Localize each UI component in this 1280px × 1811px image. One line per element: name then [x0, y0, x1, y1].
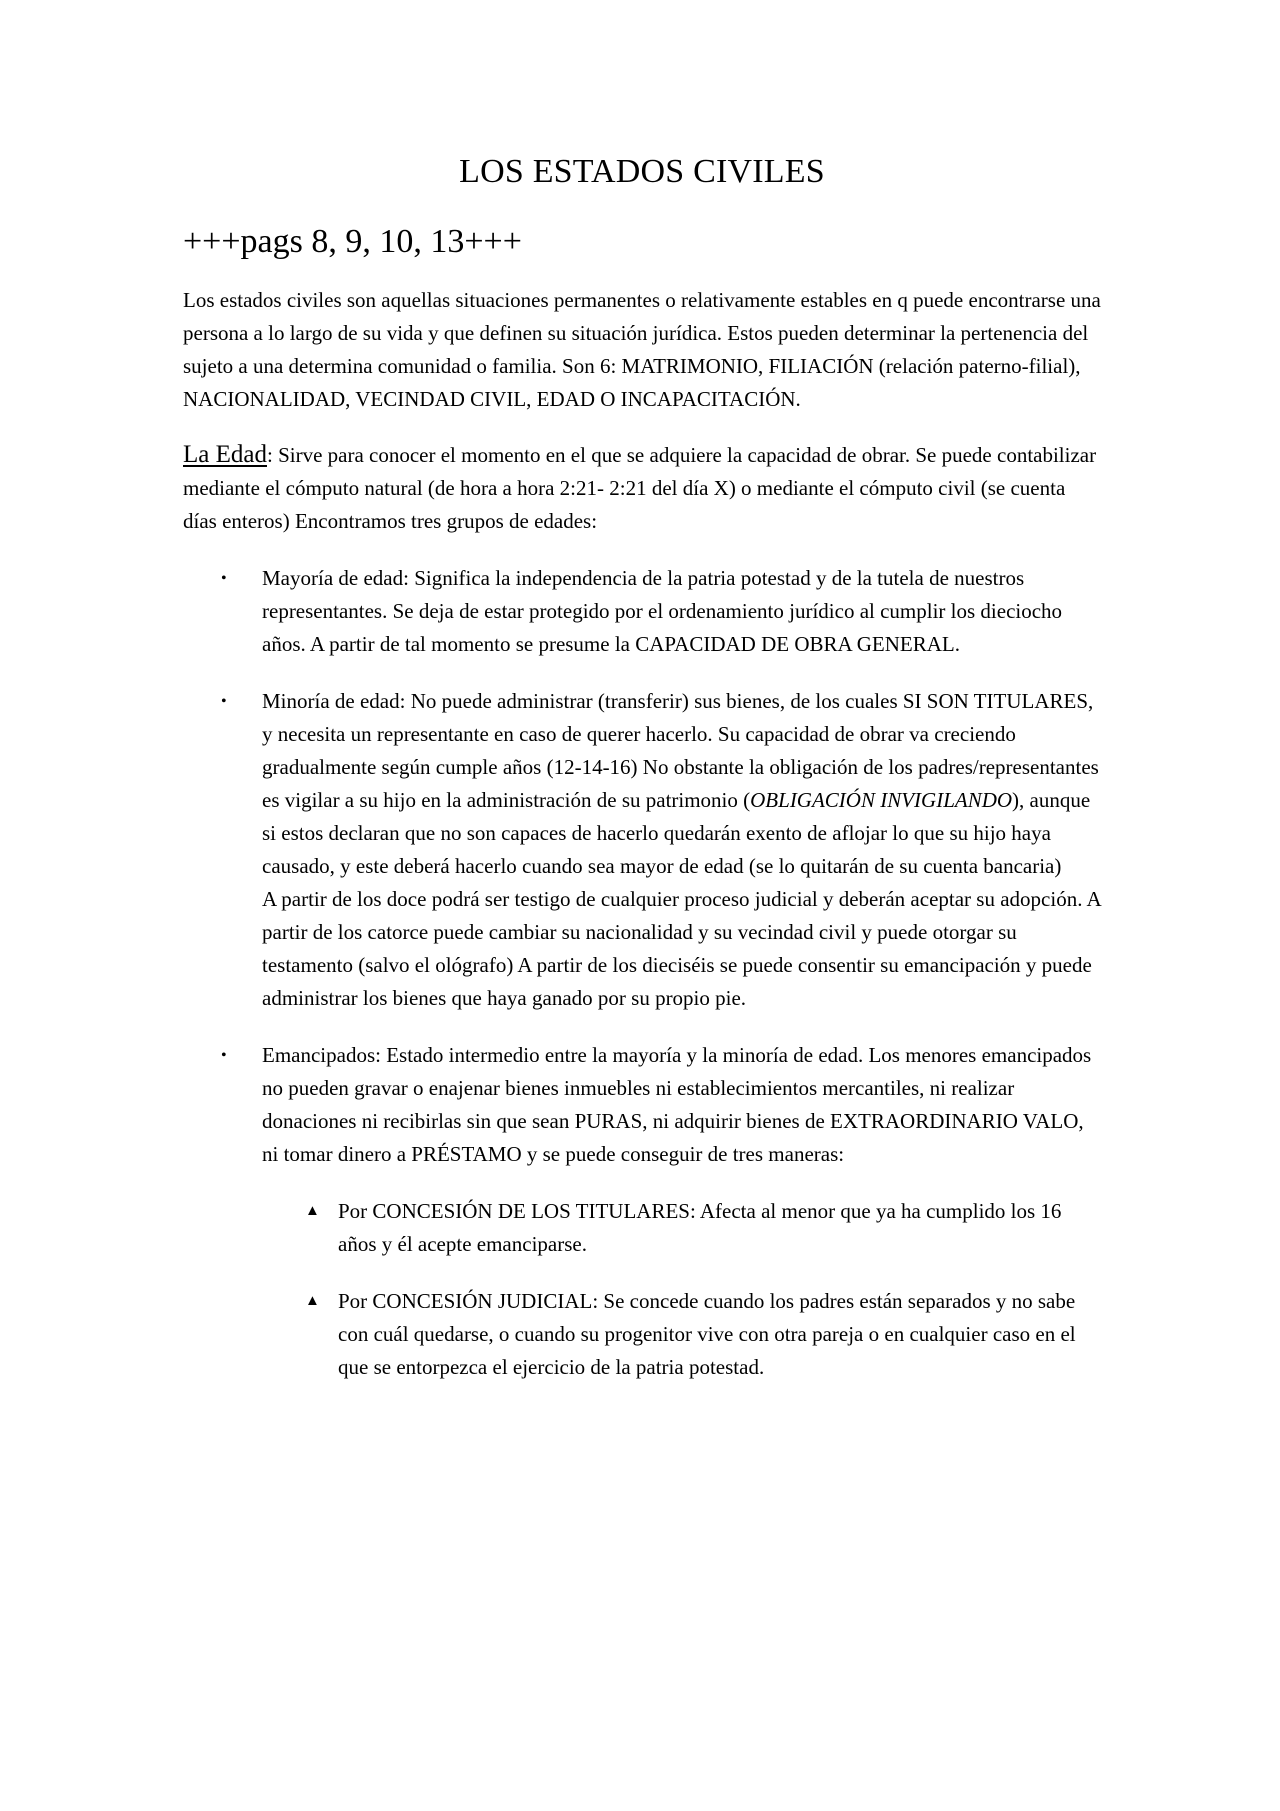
document-title: LOS ESTADOS CIVILES	[459, 153, 825, 190]
list-item-mayoria	[183, 562, 1101, 661]
list-item-text: Mayoría de edad: Significa la independencia de la patria potestad y de la tutela de nuestros representantes. Se deja de estar protegido por el ordenamiento jurídico al cumplir los dieciocho años. A partir de tal momento se presume la CAPACIDAD DE OBRA GENERAL.	[262, 566, 1063, 656]
list-item-emancipados	[183, 1039, 1101, 1384]
triangle-bullet-icon: ▲	[305, 1293, 320, 1309]
section-label-la-edad: La Edad	[183, 441, 267, 468]
list-item-text-after: ), aunque si estos declaran que no son capaces de hacerlo quedarán exento de aflojar lo que su hijo haya causado, y este deberá hacerlo cuando sea mayor de edad (se lo quitarán de su cuenta bancaria)	[262, 788, 1091, 878]
page-references-heading: +++pags 8, 9, 10, 13+++	[183, 223, 522, 260]
document-body	[183, 146, 1101, 1408]
triangle-bullet-icon: ▲	[305, 1203, 320, 1219]
sub-list-item-text: Por CONCESIÓN DE LOS TITULARES: Afecta al menor que ya ha cumplido los 16 años y él acepte emanciparse.	[338, 1199, 1062, 1256]
list-item-minoria	[183, 685, 1101, 1015]
list-item-text: Minoría de edad: No puede administrar (transferir) sus bienes, de los cuales SI SON TITULARES, y necesita un representante en caso de querer hacerlo. Su capacidad de obrar va creciendo gradualmente según cumple años (12-14-16) No obstante la obligación de los padres/representantes es vigilar a su hijo en la administración de su patrimonio (	[262, 689, 1099, 812]
la-edad-paragraph	[183, 438, 1101, 538]
sub-list-item-text: Por CONCESIÓN JUDICIAL: Se concede cuando los padres están separados y no sabe con cuál quedarse, o cuando su progenitor vive con otra pareja o en cualquier caso en el que se entorpezca el ejercicio de la patria potestad.	[338, 1289, 1076, 1379]
section-text: : Sirve para conocer el momento en el que se adquiere la capacidad de obrar. Se puede contabilizar mediante el cómputo natural (de hora a hora 2:21- 2:21 del día X) o mediante el cómputo civil (se cuenta días enteros) Encontramos tres grupos de edades:	[183, 443, 1097, 533]
emancipation-methods-list	[262, 1195, 1101, 1384]
list-item-text: Emancipados: Estado intermedio entre la mayoría y la minoría de edad. Los menores emancipados no pueden gravar o enajenar bienes inmuebles ni establecimientos mercantiles, ni realizar donaciones ni recibirlas sin que sean PURAS, ni adquirir bienes de EXTRAORDINARIO VALO, ni tomar dinero a PRÉSTAMO y se puede conseguir de tres maneras:	[262, 1043, 1092, 1166]
italic-emphasis: OBLIGACIÓN INVIGILANDO	[750, 788, 1013, 812]
bullet-dot-icon: •	[221, 693, 227, 710]
bullet-dot-icon: •	[221, 570, 227, 587]
bullet-dot-icon: •	[221, 1047, 227, 1064]
sub-list-item-concesion-judicial	[183, 1285, 1101, 1384]
intro-paragraph: Los estados civiles son aquellas situaciones permanentes o relativamente estables en q puede encontrarse una persona a lo largo de su vida y que definen su situación jurídica. Estos pueden determinar la pertenencia del sujeto a una determina comunidad o familia. Son 6: MATRIMONIO, FILIACIÓN (relación paterno-filial), NACIONALIDAD, VECINDAD CIVIL, EDAD O INCAPACITACIÓN.	[183, 288, 1101, 411]
age-groups-list	[183, 562, 1101, 1384]
list-item-continuation: A partir de los doce podrá ser testigo de cualquier proceso judicial y deberán aceptar su adopción. A partir de los catorce puede cambiar su nacionalidad y su vecindad civil y puede otorgar su testamento (salvo el ológrafo) A partir de los dieciséis se puede consentir su emancipación y puede administrar los bienes que haya ganado por su propio pie.	[262, 887, 1101, 1010]
sub-list-item-concesion-titulares	[183, 1195, 1101, 1261]
